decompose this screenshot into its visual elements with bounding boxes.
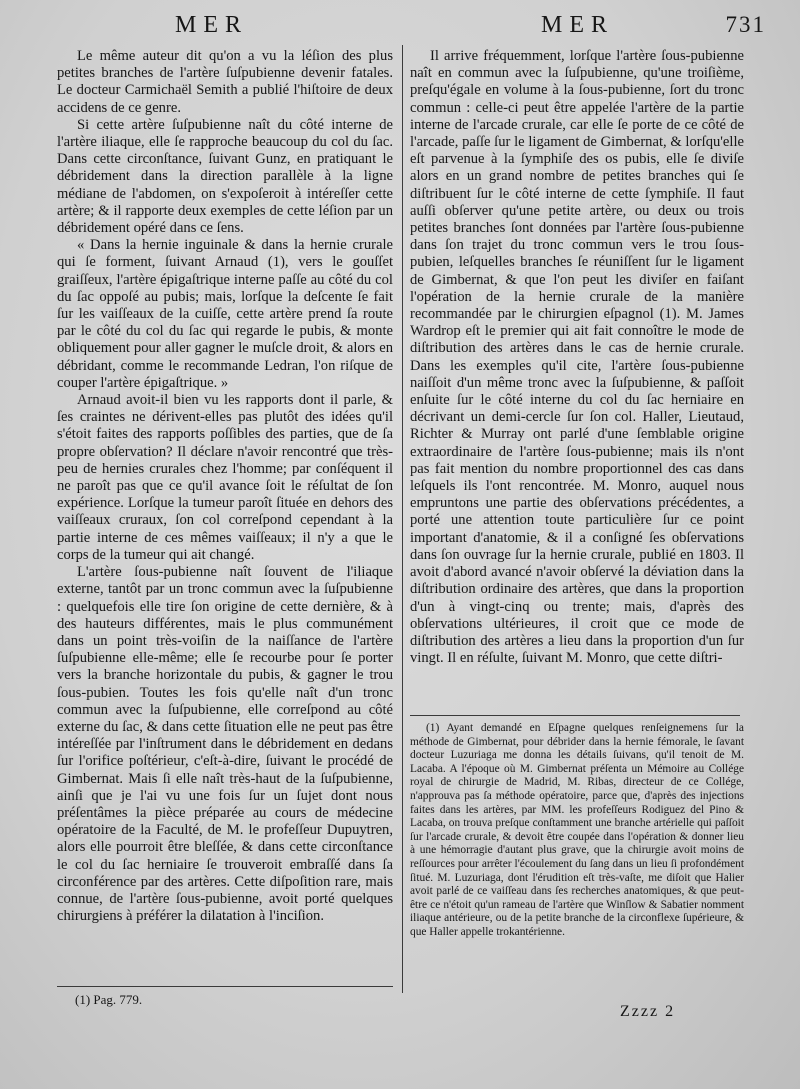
footnote-right	[410, 722, 744, 940]
column-divider	[402, 45, 403, 993]
left-column	[57, 48, 393, 925]
paragraph: Si cette artère ſuſpubienne naît du côté interne de l'artère iliaque, elle ſe rapproche beaucoup du col du ſac. Dans cette circonſtance, ſuivant Gunz, en pratiquant le débridement dans la direction parallèle à la ligne médiane de l'abdomen, on s'expoſeroit à intéreſſer cette artère; & il rapporte deux exemples de cette léſion par un débridement opéré dans ce ſens.	[57, 116, 393, 237]
paragraph: Arnaud avoit-il bien vu les rapports dont il parle, & ſes craintes ne dérivent-elles pas plutôt des idées qu'il s'étoit faites des rapports poſſibles des parties, que de ſa propre obſervation? Il déclare n'avoir rencontré que très-peu de hernies crurales chez l'homme; par conſéquent il ne paroît pas que ce qu'il avance ſoit le réſultat de ſon expérience. Lorſque la tumeur paroît ſituée en dehors des vaiſſeaux cruraux, ſon col correſpond cependant à la partie interne de ces mêmes vaiſſeaux; il n'y a que le corps de la tumeur qui ait changé.	[57, 392, 393, 563]
running-header-left: MER	[175, 12, 249, 38]
footnote-text: (1) Ayant demandé en Eſpagne quelques renſeignemens ſur la méthode de Gimbernat, pour débrider dans la hernie fémorale, le ſavant docteur Luzuriaga me donna les détails ſuivans, qu'il tenoit de M. Lacaba. A l'époque où M. Gimbernat préſenta un Mémoire au Collége royal de chirurgie de Madrid, M. Ribas, directeur de ce Collége, n'approuva pas ſa méthode opératoire, parce que, d'après des injections faites dans les artères, par MM. les profeſſeurs Rodiguez del Pino & Lacaba, on trouva preſque conſtamment une branche artérielle qui paſſoit ſur l'arcade crurale, & devoit être coupée dans l'opération & donner lieu à une hémorragie d'autant plus grave, que la chirurgie avoit moins de reſſources pour arrêter l'écoulement du ſang dans un lieu ſi profondément ſitué. M. Luzuriaga, dont l'érudition eſt très-vaſte, me diſoit que Halier avoit parlé de ce vaiſſeau dans ſes recherches anatomiques, & que peut-être ce n'étoit qu'un rameau de l'artère que Winſlow & Sabatier nomment iliaque antérieure, ou de la petite branche de la circonflexe ſupérieure, & que Haller appelle trokantérienne.	[410, 722, 744, 938]
paragraph: L'artère ſous-pubienne naît ſouvent de l'iliaque externe, tantôt par un tronc commun avec la ſuſpubienne : quelquefois elle tire ſon origine de cette dernière, & à des hauteurs différentes, mais le plus communément dans un point très-voiſin de la naiſſance de l'artère ſuſpubienne elle-même; elle ſe recourbe pour ſe porter vers la branche horizontale du pubis, & gagner le trou ſous-pubien. Toutes les fois qu'elle naît d'un tronc commun avec la ſuſpubienne, elle correſpond au côté externe du ſac, & dans cette ſituation elle ne peut pas être intéreſſée par l'inſtrument dans le débridement en dedans ſur l'orifice poſtérieur, c'eſt-à-dire, ſuivant le procédé de Gimbernat. Mais ſi elle naît très-haut de la ſuſpubienne, ainſi que je l'ai vu une fois ſur un ſujet dont nous préſentâmes la pièce préparée au cours de médecine opératoire de la Faculté, de M. le profeſſeur Dupuytren, alors elle pourroit être bleſſée, & dans cette circonſtance le col du ſac herniaire ſe trouveroit embraſſé dans ſa circonférence par des artères. Cette diſpoſition rare, mais connue, de l'artère ſous-pubienne, avoit porté quelques chirurgiens à préférer la dilatation à l'inciſion.	[57, 564, 393, 925]
footnote-rule-left	[57, 986, 393, 987]
page-number: 731	[725, 12, 766, 37]
running-header-right: MER	[541, 12, 615, 38]
paragraph: « Dans la hernie inguinale & dans la hernie crurale qui ſe forment, ſuivant Arnaud (1), vers le gouſſet graiſſeux, l'artère épigaſtrique interne paſſe au côté du col du ſac oppoſé au pubis; mais, lorſque la deſcente ſe fait ſur les vaiſſeaux de la cuiſſe, cette artère prend ſa route par le côté du col du ſac qui regarde le pubis, & monte obliquement pour aller gagner le muſcle droit, & alors en débridant, comme le recommande Ledran, l'on riſque de couper l'artère épigaſtrique. »	[57, 237, 393, 391]
paragraph: Le même auteur dit qu'on a vu la léſion des plus petites branches de l'artère ſuſpubienne devenir fatales. Le docteur Carmichaël Semith a publié l'hiſtoire de deux accidens de ce genre.	[57, 48, 393, 116]
footnote-left: (1) Pag. 779.	[75, 992, 143, 1007]
paragraph: Il arrive fréquemment, lorſque l'artère ſous-pubienne naît en commun avec la ſuſpubienne, qu'une troiſième, preſqu'égale en volume à la ſous-pubienne, ſort du tronc commun : celle-ci peut être appelée l'artère de la partie interne de l'arcade crurale, car elle ſe porte de ce côté de l'arcade, paſſe ſur le ligament de Gimbernat, & lorſqu'elle eſt parvenue à la ſymphiſe des os pubis, elle ſe diviſe alors en un grand nombre de petites branches qui ſe diſtribuent ſur le côté interne de cette ſymphiſe. Il faut auſſi obſerver qu'une petite artère, ou deux ou trois petites branches ſont données par l'artère ſous-pubienne dans ſon trajet du tronc commun vers le trou ſous-pubien, leſquelles branches ſe réuniſſent ſur le ligament de Gimbernat, & que l'on peut les diviſer en faiſant l'opération de la hernie crurale de la manière recommandée par le chirurgien eſpagnol (1). M. James Wardrop eſt le premier qui ait fait connoître le mode de diſtribution des artères dans le cas de hernie crurale. Dans les exemples qu'il cite, l'artère ſous-pubienne naiſſoit d'un même tronc avec la ſuſpubienne, & paſſoit enſuite ſur le côté interne du col du ſac herniaire en décrivant un demi-cercle ſur ſon col. Haller, Lieutaud, Richter & Murray ont parlé d'une ſemblable origine extraordinaire de l'artère ſous-pubienne; mais ils n'ont pas fait mention du nombre proportionnel des cas dans leſquels ils l'ont rencontrée. M. Monro, auquel nous empruntons une partie des obſervations précédentes, a porté une attention toute particulière ſur ce point important d'anatomie, & il a conſigné ſes obſervations dans ſon ouvrage ſur la hernie crurale, publié en 1803. Il avoit d'abord avancé n'avoir obſervé la déviation dans la diſtribution ordinaire des artères, que dans la proportion d'un à vingt-cinq ou trente; mais, d'après des obſervations ultérieures, il croit que ce mode de diſtribution des artères a lieu dans la proportion d'un ſur vingt. Il en réſulte, ſuivant M. Monro, que cette diſtri-	[410, 48, 744, 667]
right-column	[410, 48, 744, 667]
signature-mark: Zzzz 2	[620, 1003, 676, 1020]
footnote-rule-right	[410, 715, 740, 716]
